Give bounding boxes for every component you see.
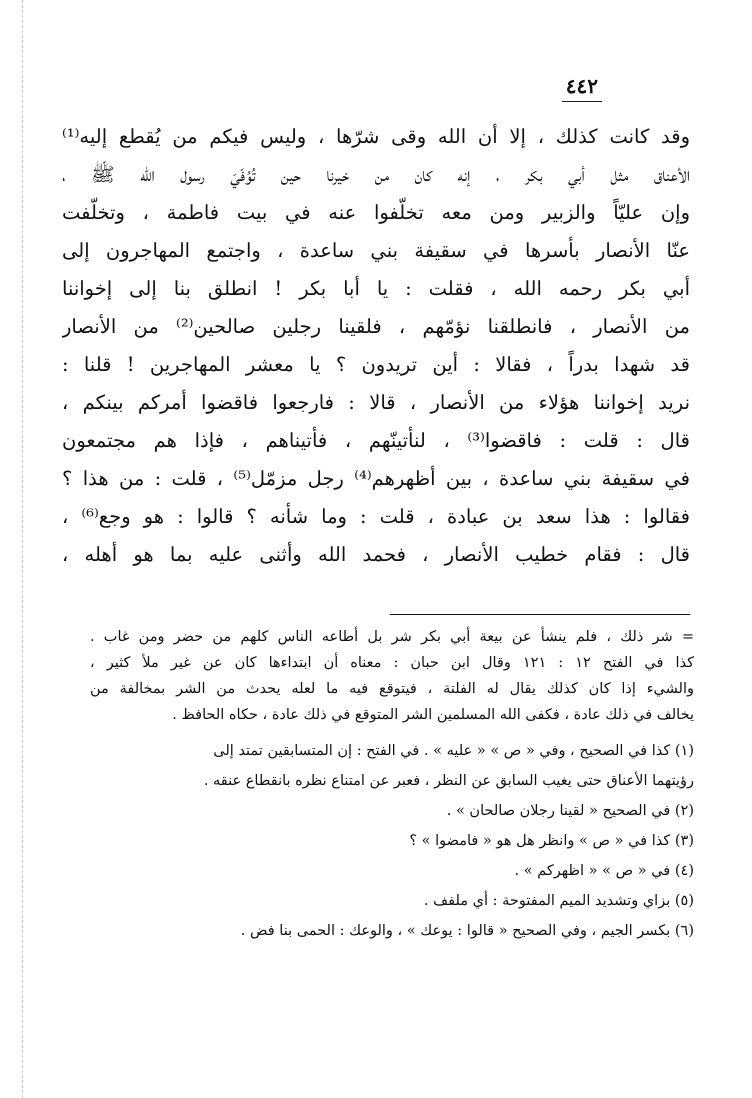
footnote-4 [90, 856, 694, 886]
text-line: نريد إخواننا هؤلاء من الأنصار ، قالا : فارجعوا فاقضوا أمركم بينكم ، [62, 391, 690, 414]
text-line: قال : فقام خطيب الأنصار ، فحمد الله وأثنى عليه بما هو أهله ، [62, 543, 690, 566]
text-line: الأعناق مثل أبي بكر ، إنه كان من خيرنا حين تُوُفّيَ رسول الله ﷺ ، [62, 163, 690, 186]
binding-margin-line [22, 0, 23, 1098]
footnote-text: كذا في « ص » وانظر هل هو « فامضوا » ؟ [409, 833, 671, 849]
footnote-marker: (٢) [674, 803, 694, 819]
text-line: قال : قلت : فاقضوا⁽³⁾ ، لنأتينّهم ، فأتيناهم ، فإذا هم مجتمعون [62, 429, 690, 452]
footnote-3 [90, 826, 694, 856]
footnote-1-continued: رؤيتهما الأعناق حتى يغيب السابق عن النظر ، فعبر عن امتناع نظره بانقطاع عنقه . [203, 773, 694, 789]
footnote-text: في الصحيح « لقينا رجلان صالحان » . [446, 803, 671, 819]
footnote-text: كذا في الصحيح ، وفي « ص » « عليه » . في الفتح : إن المتسابقين تمتد إلى [213, 743, 671, 759]
footnote-text: في « ص » « اظهركم » . [514, 863, 671, 879]
footnote-separator [390, 614, 690, 615]
footnote-marker: (٣) [674, 833, 694, 849]
footnote-marker: (٤) [674, 863, 694, 879]
main-text [62, 118, 690, 574]
footnote-marker: (١) [674, 743, 694, 759]
text-line: وقد كانت كذلك ، إلا أن الله وقى شرّها ، وليس فيكم من يُقطع إليه⁽¹⁾ [62, 125, 690, 148]
footnote-2 [90, 796, 694, 826]
footnote-continuation-line: والشيء إذا كان كذلك يقال له الفلتة ، فيتوقع فيه ما لعله يحدث من الشر بمخالفة من [90, 681, 694, 697]
text-line: في سقيفة بني ساعدة ، بين أظهرهم⁽⁴⁾ رجل مزمّل⁽⁵⁾ ، قلت : من هذا ؟ [62, 467, 690, 490]
text-line: قد شهدا بدراً ، فقالا : أين تريدون ؟ يا معشر المهاجرين ! قلنا : [62, 353, 690, 376]
text-line: عنّا الأنصار بأسرها في سقيفة بني ساعدة ، واجتمع المهاجرون إلى [62, 239, 690, 262]
text-line: فقالوا : هذا سعد بن عبادة ، قلت : وما شأنه ؟ قالوا : هو وجع⁽⁶⁾ ، [62, 505, 690, 528]
text-line: أبي بكر رحمه الله ، فقلت : يا أبا بكر ! انطلق بنا إلى إخواننا [62, 277, 690, 300]
footnote-text: بزاي وتشديد الميم المفتوحة : أي ملفف . [423, 893, 671, 909]
footnote-continuation-line: كذا في الفتح ١٢ : ١٢١ وقال ابن حبان : معناه أن ابتداءها كان عن غير ملأ كثير ، [90, 655, 694, 671]
footnotes-section [90, 624, 694, 946]
footnote-6 [90, 916, 694, 946]
footnote-marker: (٥) [674, 893, 694, 909]
page-number: ٤٤٢ [565, 74, 598, 98]
text-line: من الأنصار ، فانطلقنا نؤمّهم ، فلقينا رجلين صالحين⁽²⁾ من الأنصار [62, 315, 690, 338]
footnote-1 [90, 736, 694, 766]
footnote-marker: (٦) [674, 923, 694, 939]
footnote-continuation-line: يخالف في ذلك عادة ، فكفى الله المسلمين الشر المتوقع في ذلك عادة ، حكاه الحافظ . [172, 707, 694, 723]
footnote-continuation-line: = شر ذلك ، فلم ينشأ عن بيعة أبي بكر شر بل أطاعه الناس كلهم من حضر ومن غاب . [90, 629, 694, 645]
footnote-5 [90, 886, 694, 916]
text-line: وإن عليّاً والزبير ومن معه تخلّفوا عنه في بيت فاطمة ، وتخلّفت [62, 201, 690, 224]
footnote-text: بكسر الجيم ، وفي الصحيح « قالوا : يوعك » ، والوعك : الحمى بنا فض . [240, 923, 671, 939]
